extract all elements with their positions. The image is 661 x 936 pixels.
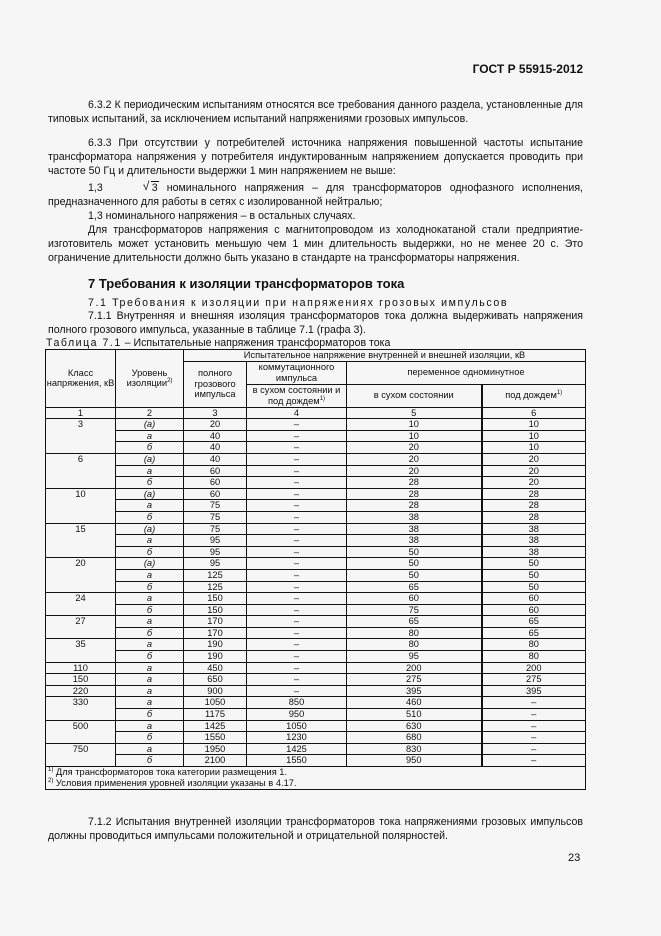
cell-switching-impulse: – — [247, 569, 347, 581]
table-row — [46, 419, 586, 431]
cell-switching-impulse: – — [247, 430, 347, 442]
cell-full-impulse: 900 — [184, 685, 247, 697]
sqrt-symbol: √ 3 — [142, 179, 158, 194]
cell-full-impulse: 20 — [184, 419, 247, 431]
column-number: 1 — [46, 407, 116, 419]
cell-ac-dry: 65 — [347, 581, 482, 593]
cell-switching-impulse: – — [247, 453, 347, 465]
cell-ac-wet: 80 — [482, 651, 586, 663]
list-item-single-phase — [48, 179, 583, 210]
table-row — [46, 593, 586, 605]
cell-full-impulse: 75 — [184, 523, 247, 535]
cell-ac-wet: 60 — [482, 593, 586, 605]
cell-switching-impulse: – — [247, 442, 347, 454]
table-row — [46, 453, 586, 465]
cell-ac-wet: 38 — [482, 546, 586, 558]
cell-ac-dry: 200 — [347, 662, 482, 674]
header-full-impulse: полного грозового импульса — [184, 361, 247, 407]
cell-switching-impulse: 950 — [247, 709, 347, 721]
cell-insulation-level: (а) — [116, 419, 184, 431]
paragraph-6-3-3: 6.3.3 При отсутствии у потребителей источника напряжения повышенной частоты испытание трансформатора напряжения у потребителя индуктированным напряжением допускается проводить при частоте 50 Гц и длительности выдержки 1 мин напряжением не выше: — [48, 137, 583, 177]
cell-full-impulse: 1050 — [184, 697, 247, 709]
table-row — [46, 662, 586, 674]
cell-insulation-level: (а) — [116, 453, 184, 465]
cell-insulation-level: б — [116, 442, 184, 454]
table-row — [46, 616, 586, 628]
cell-full-impulse: 170 — [184, 616, 247, 628]
cell-switching-impulse: – — [247, 627, 347, 639]
table-row — [46, 697, 586, 709]
cell-insulation-level: а — [116, 743, 184, 755]
cell-full-impulse: 40 — [184, 430, 247, 442]
table-caption — [46, 337, 390, 349]
cell-switching-impulse: – — [247, 500, 347, 512]
cell-switching-impulse: – — [247, 488, 347, 500]
cell-voltage-class: 10 — [46, 488, 116, 523]
cell-ac-wet: – — [482, 697, 586, 709]
cell-ac-wet: 28 — [482, 500, 586, 512]
cell-ac-dry: 950 — [347, 755, 482, 767]
cell-insulation-level: а — [116, 430, 184, 442]
column-number: 3 — [184, 407, 247, 419]
table-row — [46, 732, 586, 744]
table-row — [46, 604, 586, 616]
table-row — [46, 743, 586, 755]
table-row — [46, 755, 586, 767]
cell-ac-wet: – — [482, 743, 586, 755]
column-numbers-row — [46, 407, 586, 419]
cell-ac-dry: 80 — [347, 639, 482, 651]
subsection-title: 7.1 Требования к изоляции при напряжениях грозовых импульсов — [88, 297, 509, 309]
cell-switching-impulse: – — [247, 535, 347, 547]
cell-insulation-level: а — [116, 535, 184, 547]
cell-insulation-level: б — [116, 581, 184, 593]
cell-ac-wet: – — [482, 732, 586, 744]
cell-full-impulse: 60 — [184, 465, 247, 477]
header-test-voltage: Испытательное напряжение внутренней и внешней изоляции, кВ — [184, 350, 586, 362]
cell-ac-wet: 65 — [482, 616, 586, 628]
cell-insulation-level: а — [116, 697, 184, 709]
header-dry: в сухом состоянии — [347, 384, 482, 407]
paragraph-7-1-1: 7.1.1 Внутренняя и внешняя изоляция трансформаторов тока должна выдерживать напряжения полного грозового импульса, указанные в таблице 7.1 (графа 3). — [48, 310, 583, 336]
cell-ac-dry: 10 — [347, 419, 482, 431]
cell-insulation-level: а — [116, 465, 184, 477]
table-body — [46, 419, 586, 767]
header-level: Уровень изоляции$^{2)}$ — [116, 350, 184, 408]
cell-switching-impulse: 1230 — [247, 732, 347, 744]
cell-full-impulse: 450 — [184, 662, 247, 674]
cell-switching-impulse: – — [247, 558, 347, 570]
cell-switching-impulse: – — [247, 604, 347, 616]
cell-ac-wet: – — [482, 720, 586, 732]
cell-switching-impulse: – — [247, 639, 347, 651]
cell-ac-dry: 28 — [347, 488, 482, 500]
header-ac-one-minute: переменное одноминутное — [347, 361, 586, 384]
column-number: 5 — [347, 407, 482, 419]
cell-ac-dry: 395 — [347, 685, 482, 697]
cell-ac-wet: 28 — [482, 488, 586, 500]
table-row — [46, 511, 586, 523]
cell-ac-dry: 95 — [347, 651, 482, 663]
cell-full-impulse: 150 — [184, 593, 247, 605]
header-class: Класс напряжения, кВ — [46, 350, 116, 408]
cell-ac-dry: 38 — [347, 511, 482, 523]
cell-voltage-class: 24 — [46, 593, 116, 616]
cell-ac-wet: 20 — [482, 477, 586, 489]
cell-insulation-level: а — [116, 720, 184, 732]
cell-ac-dry: 630 — [347, 720, 482, 732]
cell-switching-impulse: – — [247, 685, 347, 697]
cell-switching-impulse: – — [247, 511, 347, 523]
cell-full-impulse: 95 — [184, 535, 247, 547]
cell-insulation-level: б — [116, 477, 184, 489]
test-voltage-table — [45, 349, 586, 790]
coefficient: 1,3 — [88, 182, 103, 194]
cell-ac-dry: 275 — [347, 674, 482, 686]
cell-ac-wet: 80 — [482, 639, 586, 651]
cell-full-impulse: 40 — [184, 442, 247, 454]
cell-full-impulse: 75 — [184, 511, 247, 523]
cell-voltage-class: 6 — [46, 453, 116, 488]
cell-voltage-class: 27 — [46, 616, 116, 639]
paragraph-cold-rolled-steel: Для трансформаторов напряжения с магнитопроводом из холоднокатаной стали предприятие-изготовитель может установить меньшую чем 1 мин длительность выдержки, но не менее 20 с. Это ограничение длительности должно быть указано в стандарте на трансформаторы напряжения. — [48, 224, 583, 264]
table-row — [46, 500, 586, 512]
cell-ac-wet: 50 — [482, 569, 586, 581]
cell-full-impulse: 1175 — [184, 709, 247, 721]
cell-full-impulse: 95 — [184, 546, 247, 558]
table-row — [46, 651, 586, 663]
cell-ac-wet: – — [482, 709, 586, 721]
cell-insulation-level: а — [116, 500, 184, 512]
cell-switching-impulse: 1550 — [247, 755, 347, 767]
document-id: ГОСТ Р 55915-2012 — [472, 62, 583, 76]
cell-insulation-level: (а) — [116, 558, 184, 570]
cell-insulation-level: а — [116, 593, 184, 605]
header-dry-and-wet: в сухом состоянии и под дождем$^{1)}$ — [247, 384, 347, 407]
table-row — [46, 674, 586, 686]
list-item-other: 1,3 номинального напряжения – в остальных случаях. — [88, 210, 356, 222]
table-row — [46, 488, 586, 500]
cell-insulation-level: б — [116, 511, 184, 523]
cell-ac-wet: 10 — [482, 419, 586, 431]
cell-ac-wet: – — [482, 755, 586, 767]
page-number: 23 — [568, 852, 581, 864]
cell-ac-wet: 38 — [482, 523, 586, 535]
cell-full-impulse: 150 — [184, 604, 247, 616]
cell-voltage-class: 330 — [46, 697, 116, 720]
cell-switching-impulse: – — [247, 465, 347, 477]
cell-ac-wet: 50 — [482, 558, 586, 570]
table-row — [46, 627, 586, 639]
footnote-2: $^{2)}$ Условия применения уровней изоляции указаны в 4.17. — [48, 777, 297, 788]
cell-ac-dry: 20 — [347, 465, 482, 477]
cell-insulation-level: а — [116, 616, 184, 628]
table-row — [46, 709, 586, 721]
cell-ac-dry: 830 — [347, 743, 482, 755]
cell-full-impulse: 125 — [184, 569, 247, 581]
cell-full-impulse: 1950 — [184, 743, 247, 755]
header-switching-impulse: коммутационного импульса — [247, 361, 347, 384]
cell-insulation-level: б — [116, 755, 184, 767]
cell-full-impulse: 190 — [184, 651, 247, 663]
cell-ac-dry: 680 — [347, 732, 482, 744]
cell-switching-impulse: – — [247, 523, 347, 535]
table-row — [46, 569, 586, 581]
cell-insulation-level: а — [116, 639, 184, 651]
paragraph-7-1-2: 7.1.2 Испытания внутренней изоляции трансформаторов тока напряжениями грозовых импульсов должны проводиться импульсами положительной и отрицательной полярностей. — [48, 816, 583, 842]
cell-insulation-level: б — [116, 732, 184, 744]
cell-ac-wet: 50 — [482, 581, 586, 593]
table-row — [46, 477, 586, 489]
cell-ac-dry: 10 — [347, 430, 482, 442]
cell-insulation-level: а — [116, 569, 184, 581]
cell-ac-wet: 38 — [482, 535, 586, 547]
cell-ac-wet: 200 — [482, 662, 586, 674]
cell-insulation-level: а — [116, 685, 184, 697]
cell-ac-dry: 80 — [347, 627, 482, 639]
cell-ac-wet: 275 — [482, 674, 586, 686]
column-number: 2 — [116, 407, 184, 419]
table-row — [46, 720, 586, 732]
cell-ac-wet: 28 — [482, 511, 586, 523]
cell-switching-impulse: 1050 — [247, 720, 347, 732]
cell-insulation-level: б — [116, 627, 184, 639]
cell-voltage-class: 500 — [46, 720, 116, 743]
cell-ac-dry: 38 — [347, 535, 482, 547]
cell-ac-dry: 38 — [347, 523, 482, 535]
cell-full-impulse: 60 — [184, 488, 247, 500]
table-row — [46, 581, 586, 593]
table-row — [46, 639, 586, 651]
table-row — [46, 546, 586, 558]
cell-voltage-class: 750 — [46, 743, 116, 766]
cell-ac-wet: 65 — [482, 627, 586, 639]
cell-full-impulse: 1550 — [184, 732, 247, 744]
cell-ac-wet: 60 — [482, 604, 586, 616]
cell-full-impulse: 170 — [184, 627, 247, 639]
table-row — [46, 523, 586, 535]
table-caption-text: – Испытательные напряжения трансформаторов тока — [121, 337, 391, 349]
cell-insulation-level: (а) — [116, 523, 184, 535]
cell-ac-dry: 20 — [347, 453, 482, 465]
table-caption-prefix: Таблица 7.1 — [46, 337, 122, 349]
cell-ac-wet: 20 — [482, 465, 586, 477]
cell-insulation-level: (а) — [116, 488, 184, 500]
cell-switching-impulse: 850 — [247, 697, 347, 709]
cell-full-impulse: 125 — [184, 581, 247, 593]
cell-ac-dry: 20 — [347, 442, 482, 454]
list-item-text: номинального напряжения – для трансформаторов однофазного исполнения, предназначенного для работы в сетях с изолированной нейтралью; — [48, 182, 583, 208]
table-row — [46, 685, 586, 697]
cell-voltage-class: 220 — [46, 685, 116, 697]
cell-full-impulse: 1425 — [184, 720, 247, 732]
cell-ac-wet: 395 — [482, 685, 586, 697]
cell-switching-impulse: – — [247, 419, 347, 431]
cell-ac-dry: 28 — [347, 500, 482, 512]
cell-switching-impulse: – — [247, 546, 347, 558]
cell-full-impulse: 190 — [184, 639, 247, 651]
cell-switching-impulse: – — [247, 581, 347, 593]
table-row — [46, 430, 586, 442]
table-row — [46, 442, 586, 454]
cell-voltage-class: 150 — [46, 674, 116, 686]
cell-full-impulse: 60 — [184, 477, 247, 489]
cell-ac-dry: 50 — [347, 558, 482, 570]
paragraph-6-3-2: 6.3.2 К периодическим испытаниям относятся все требования данного раздела, установленные для типовых испытаний, за исключением испытаний напряжениями грозовых импульсов. — [48, 99, 583, 125]
cell-ac-dry: 510 — [347, 709, 482, 721]
table-row — [46, 465, 586, 477]
cell-ac-dry: 75 — [347, 604, 482, 616]
cell-insulation-level: а — [116, 674, 184, 686]
cell-ac-dry: 50 — [347, 546, 482, 558]
cell-ac-wet: 10 — [482, 430, 586, 442]
cell-insulation-level: б — [116, 546, 184, 558]
cell-insulation-level: б — [116, 604, 184, 616]
cell-ac-dry: 28 — [347, 477, 482, 489]
cell-ac-dry: 65 — [347, 616, 482, 628]
cell-voltage-class: 15 — [46, 523, 116, 558]
cell-voltage-class: 20 — [46, 558, 116, 593]
cell-switching-impulse: – — [247, 674, 347, 686]
table-row — [46, 535, 586, 547]
column-number: 6 — [482, 407, 586, 419]
cell-ac-wet: 10 — [482, 442, 586, 454]
cell-switching-impulse: – — [247, 616, 347, 628]
column-number: 4 — [247, 407, 347, 419]
cell-switching-impulse: – — [247, 477, 347, 489]
cell-switching-impulse: – — [247, 651, 347, 663]
cell-voltage-class: 110 — [46, 662, 116, 674]
cell-insulation-level: б — [116, 709, 184, 721]
cell-full-impulse: 95 — [184, 558, 247, 570]
cell-full-impulse: 75 — [184, 500, 247, 512]
footnote-1: $^{1)}$ Для трансформаторов тока категории размещения 1. — [48, 766, 288, 777]
section-title: 7 Требования к изоляции трансформаторов тока — [88, 276, 405, 291]
cell-ac-dry: 460 — [347, 697, 482, 709]
cell-voltage-class: 3 — [46, 419, 116, 454]
header-wet: под дождем$^{1)}$ — [482, 384, 586, 407]
cell-full-impulse: 2100 — [184, 755, 247, 767]
cell-insulation-level: б — [116, 651, 184, 663]
cell-ac-dry: 50 — [347, 569, 482, 581]
cell-voltage-class: 35 — [46, 639, 116, 662]
cell-full-impulse: 650 — [184, 674, 247, 686]
cell-full-impulse: 40 — [184, 453, 247, 465]
cell-switching-impulse: 1425 — [247, 743, 347, 755]
table-footnotes — [46, 767, 586, 790]
table-row — [46, 558, 586, 570]
cell-switching-impulse: – — [247, 593, 347, 605]
cell-ac-dry: 60 — [347, 593, 482, 605]
cell-insulation-level: а — [116, 662, 184, 674]
cell-ac-wet: 20 — [482, 453, 586, 465]
cell-switching-impulse: – — [247, 662, 347, 674]
